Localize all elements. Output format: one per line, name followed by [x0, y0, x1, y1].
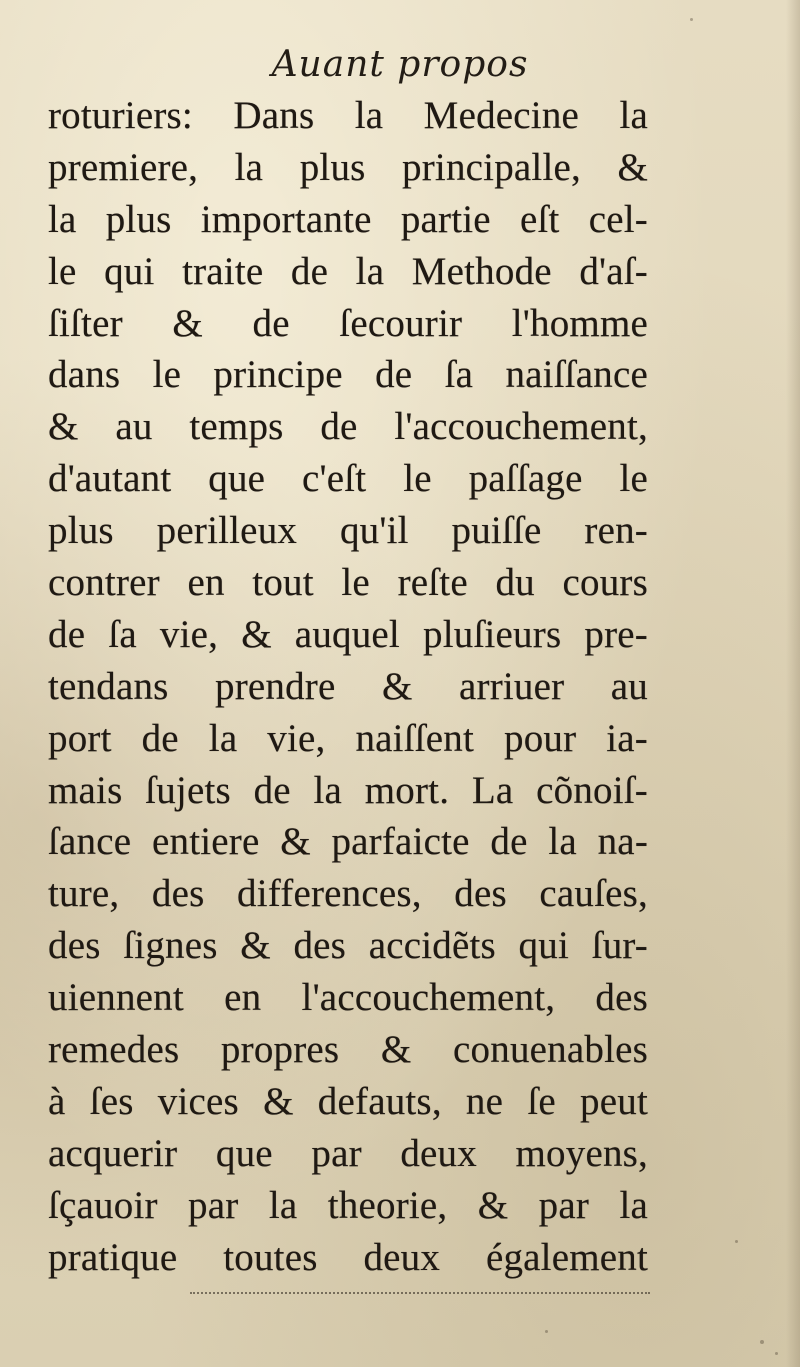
text-line: ture, des differences, des cauſes, [48, 872, 648, 916]
paper-speck [760, 1340, 764, 1344]
running-head: Auant propos [271, 44, 529, 85]
text-line: mais ſujets de la mort. La cõnoiſ- [48, 768, 648, 812]
paper-speck [735, 1240, 738, 1243]
text-line: à ſes vices & defauts, ne ſe peut [48, 1079, 648, 1123]
text-line: des ſignes & des accidẽts qui ſur- [48, 924, 648, 968]
text-line: ſance entiere & parfaicte de la na- [48, 820, 648, 864]
text-line: d'autant que c'eſt le paſſage le [48, 457, 648, 501]
text-line: premiere, la plus principalle, & [48, 145, 648, 189]
paper-speck [775, 1352, 778, 1355]
text-line: pratique toutes deux également [48, 1235, 648, 1279]
text-line: contrer en tout le reſte du cours [48, 561, 648, 605]
text-line: de ſa vie, & auquel pluſieurs pre- [48, 612, 648, 656]
catchword-rule [190, 1292, 650, 1294]
paper-speck [545, 1330, 548, 1333]
text-line: uiennent en l'accouchement, des [48, 976, 648, 1020]
page-edge-shadow [786, 0, 800, 1367]
text-line: & au temps de l'accouchement, [48, 405, 648, 449]
text-line: tendans prendre & arriuer au [48, 664, 648, 708]
text-line: port de la vie, naiſſent pour ia- [48, 716, 648, 760]
text-line: acquerir que par deux moyens, [48, 1131, 648, 1175]
text-line: la plus importante partie eſt cel- [48, 197, 648, 241]
text-line: remedes propres & conuenables [48, 1028, 648, 1072]
body-text [48, 90, 648, 1283]
text-line: ſiſter & de ſecourir l'homme [48, 301, 648, 345]
text-line: dans le principe de ſa naiſſance [48, 353, 648, 397]
text-line: le qui traite de la Methode d'aſ- [48, 249, 648, 293]
paper-speck [690, 18, 693, 21]
text-line: roturiers: Dans la Medecine la [48, 94, 648, 137]
text-line: plus perilleux qu'il puiſſe ren- [48, 509, 648, 553]
text-line: ſçauoir par la theorie, & par la [48, 1183, 648, 1227]
